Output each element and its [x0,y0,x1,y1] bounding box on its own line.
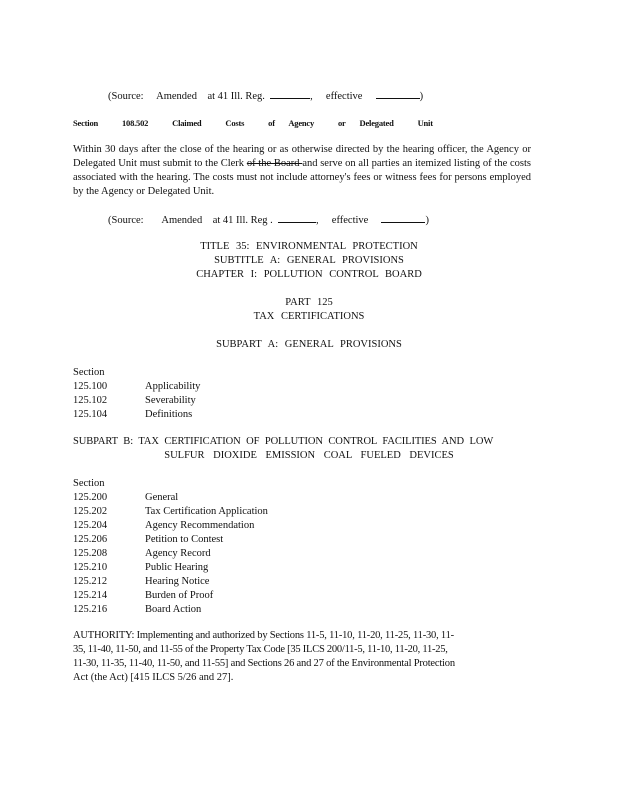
toc-number: 125.216 [73,604,108,615]
section-title-word: Claimed [172,118,202,128]
toc-number: 125.204 [73,520,108,531]
section-word: Section [73,118,99,128]
toc-title: Applicability [145,381,201,392]
toc-title: Hearing Notice [145,576,210,587]
source-prefix: (Source: [108,91,144,102]
toc-number: 125.100 [73,381,108,392]
section-title-word: Unit [417,118,433,128]
toc-title: Board Action [145,604,202,615]
part-name: TAX CERTIFICATIONS [253,311,365,322]
toc-number: 125.206 [73,534,108,545]
toc-section-label: Section [73,478,105,489]
toc-number: 125.212 [73,576,108,587]
toc-title: Definitions [145,409,193,420]
toc-number: 125.214 [73,590,108,601]
subpart-a-heading: SUBPART A: GENERAL PROVISIONS [216,339,402,350]
blank-effective-line [381,212,425,223]
toc-row [73,575,268,589]
section-title-word: Delegated [359,118,394,128]
source-effective: effective [331,215,369,226]
toc-row [73,394,200,408]
toc-row [73,533,268,547]
blank-register-line [278,212,316,223]
body-paragraph: Within 30 days after the close of the hearing or as otherwise directed by the hearing officer, the Agency or Delegated Unit must submit to the Clerk of the Board and serve on all parties an itemized listing of the costs associated with the hearing. The costs must not include attorney's fees or witness fees for persons employed by the Agency or Delegated Unit. [73,144,531,197]
source-effective: effective [325,91,363,102]
subpart-a-toc [73,366,200,422]
section-title-word: of [268,118,275,128]
authority-line-2: 35, 11-40, 11-50, and 11-55 of the Property Tax Code [35 ILCS 200/11-5, 11-10, 11-20, 11-25, [73,644,448,655]
toc-row [73,603,268,617]
part-number: PART 125 [285,297,333,308]
subpart-b-heading-line1: SUBPART B: TAX CERTIFICATION OF POLLUTION CONTROL FACILITIES AND LOW [73,436,494,447]
toc-row [73,589,268,603]
source-amended: Amended [156,91,197,102]
toc-title: Burden of Proof [145,590,214,601]
toc-section-label: Section [73,367,105,378]
subpart-b-heading-line2: SULFUR DIOXIDE EMISSION COAL FUELED DEVICES [164,450,454,461]
section-heading [73,116,455,130]
toc-row [73,561,268,575]
section-title-word: or [337,118,346,128]
toc-number: 125.104 [73,409,108,420]
struck-text: of the Board [246,158,303,169]
source-register: at 41 Ill. Reg. [207,91,265,102]
toc-number: 125.200 [73,492,108,503]
toc-title: Agency Recommendation [145,520,255,531]
source-prefix: (Source: [108,215,144,226]
blank-register-line [270,88,310,99]
toc-row [73,380,200,394]
subtitle-heading: SUBTITLE A: GENERAL PROVISIONS [214,255,404,266]
toc-title: Severability [145,395,196,406]
toc-title: General [145,492,179,503]
blank-effective-line [376,88,420,99]
toc-title: Agency Record [145,548,211,559]
toc-row [73,491,268,505]
subpart-b-toc [73,477,268,617]
toc-row [73,547,268,561]
toc-row [73,505,268,519]
section-number: 108.502 [121,118,149,128]
chapter-heading: CHAPTER I: POLLUTION CONTROL BOARD [196,269,422,280]
toc-row [73,408,200,422]
source-register: at 41 Ill. Reg . [212,215,273,226]
source-note-2: (Source: Amended at 41 Ill. Reg . , effective ) [108,212,429,228]
title-heading: TITLE 35: ENVIRONMENTAL PROTECTION [200,241,418,252]
toc-number: 125.208 [73,548,108,559]
toc-row [73,519,268,533]
toc-number: 125.202 [73,506,108,517]
authority-line-1: AUTHORITY: Implementing and authorized by Sections 11-5, 11-10, 11-20, 11-25, 11-30, 11- [73,630,454,641]
toc-number: 125.210 [73,562,108,573]
toc-number: 125.102 [73,395,108,406]
authority-line-3: 11-30, 11-35, 11-40, 11-50, and 11-55] and Sections 26 and 27 of the Environmental Protection [73,658,455,669]
source-note-1: (Source: Amended at 41 Ill. Reg. , effective ) [108,88,423,104]
authority-line-4: Act (the Act) [415 ILCS 5/26 and 27]. [73,672,234,683]
toc-title: Tax Certification Application [145,506,268,517]
section-title-word: Agency [288,118,315,128]
toc-title: Public Hearing [145,562,209,573]
source-amended: Amended [161,215,203,226]
section-title-word: Costs [225,118,245,128]
toc-title: Petition to Contest [145,534,224,545]
